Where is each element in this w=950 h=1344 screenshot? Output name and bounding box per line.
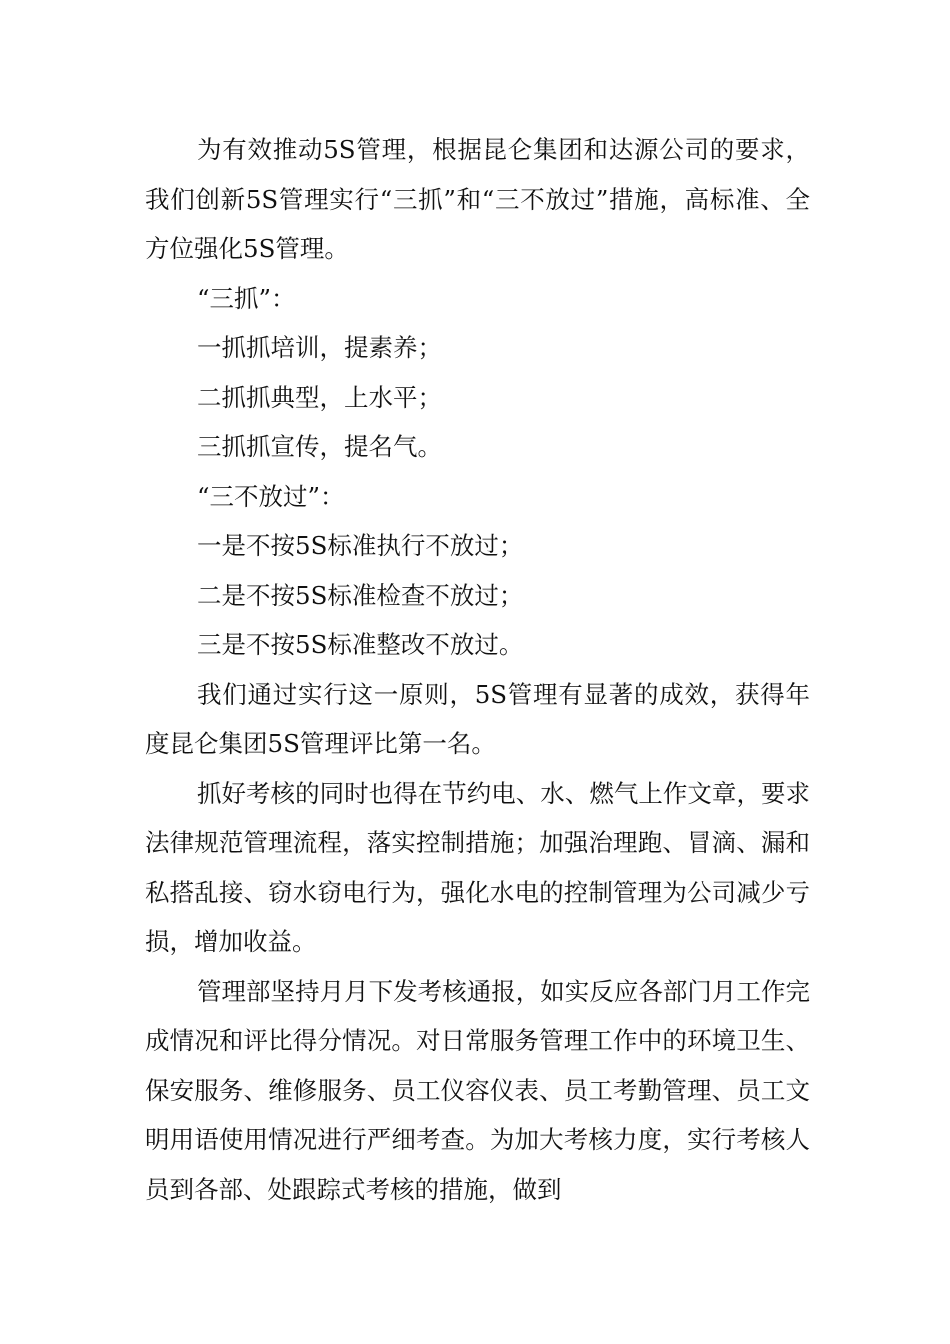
- paragraph-results: 我们通过实行这一原则，5S管理有显著的成效，获得年度昆仑集团5S管理评比第一名。: [145, 679, 810, 758]
- heading-three-no-pass: “三不放过”：: [197, 481, 345, 511]
- document-body: [145, 125, 810, 1214]
- paragraph-assessment: 管理部坚持月月下发考核通报，如实反应各部门月工作完成情况和评比得分情况。对日常服务管理工作中的环境卫生、保安服务、维修服务、员工仪容仪表、员工考勤管理、员工文明用语使用情况进行严细考查。为加大考核力度，实行考核人员到各部、处跟踪式考核的措施，做到: [145, 976, 810, 1204]
- heading-three-grasps: “三抓”：: [197, 283, 296, 313]
- list-item-grasp-1: 一抓抓培训，提素养；: [197, 333, 442, 362]
- list-item-grasp-3: 三抓抓宣传，提名气。: [197, 432, 442, 461]
- list-item-no-pass-1: 一是不按5S标准执行不放过；: [197, 531, 524, 560]
- list-item-no-pass-2: 二是不按5S标准检查不放过；: [197, 580, 524, 610]
- list-item-grasp-2: 二抓抓典型，上水平；: [197, 382, 442, 412]
- paragraph-energy-saving: 抓好考核的同时也得在节约电、水、燃气上作文章，要求法律规范管理流程，落实控制措施；加强治理跑、冒滴、漏和私搭乱接、窃水窃电行为，强化水电的控制管理为公司减少亏损，增加收益。: [145, 778, 810, 956]
- paragraph-intro: 为有效推动5S管理，根据昆仑集团和达源公司的要求，我们创新5S管理实行“三抓”和“三不放过”措施，高标准、全方位强化5S管理。: [145, 135, 810, 263]
- list-item-no-pass-3: 三是不按5S标准整改不放过。: [197, 630, 524, 659]
